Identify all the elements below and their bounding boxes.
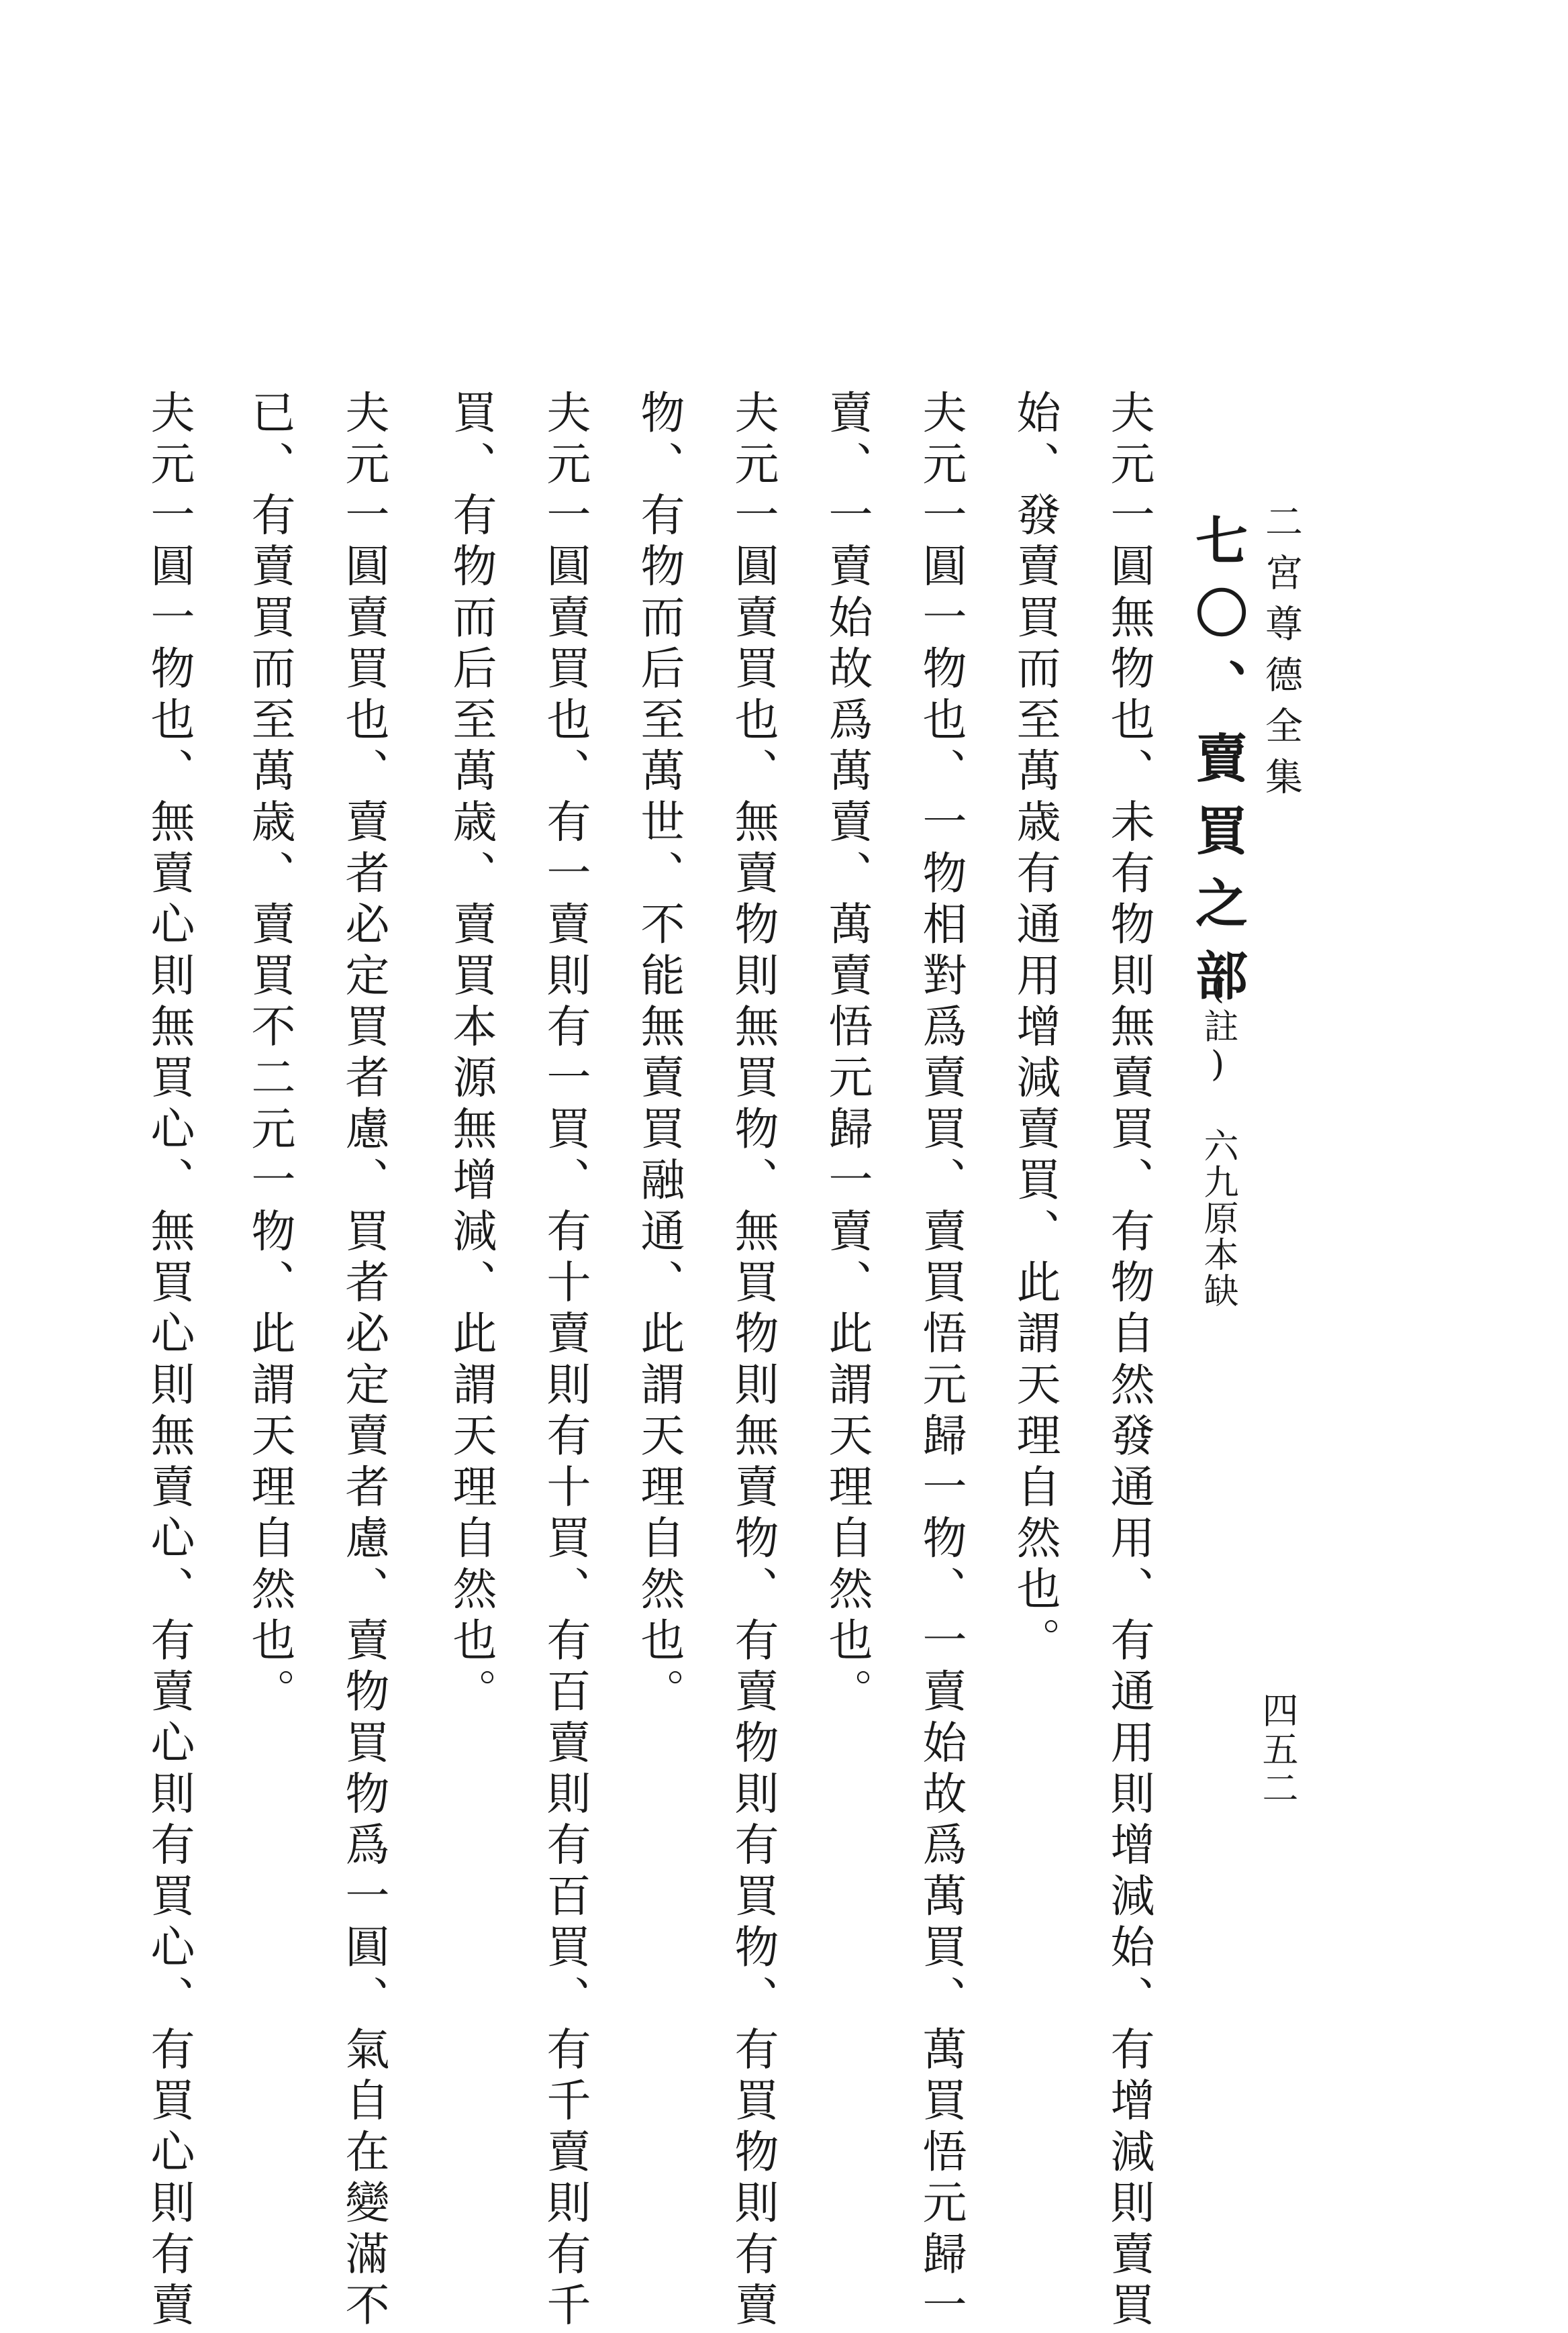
section-note: (註) 六九原本缺 [1197, 966, 1238, 1309]
text-column: 夫元一圓賣買也、無賣物則無買物、無買物則無賣物、有賣物則有買物、有買物則有賣 [727, 389, 779, 2333]
text-column: 夫元一圓一物也、無賣心則無買心、無買心則無賣心、有賣心則有買心、有買心則有賣 [143, 389, 195, 2333]
text-column: 始、發賣買而至萬歳有通用增減賣買、此謂天理自然也。 [1009, 389, 1061, 1668]
text-column: 物、有物而后至萬世、不能無賣買融通、此謂天理自然也。 [633, 389, 685, 1720]
text-column: 買、有物而后至萬歳、賣買本源無增減、此謂天理自然也。 [445, 389, 497, 1720]
text-column: 夫元一圓一物也、一物相對爲賣買、賣買悟元歸一物、一賣始故爲萬買、萬買悟元歸一 [915, 389, 967, 2333]
text-column: 夫元一圓賣買也、賣者必定買者慮、買者必定賣者慮、賣物買物爲一圓、氣自在變滿不 [338, 389, 389, 2333]
page-number: 四五二 [1257, 1691, 1299, 1808]
text-column: 夫元一圓賣買也、有一賣則有一買、有十賣則有十買、有百賣則有百買、有千賣則有千 [539, 389, 591, 2333]
text-column: 已、有賣買而至萬歳、賣買不二元一物、此謂天理自然也。 [244, 389, 295, 1720]
text-column: 賣、一賣始故爲萬賣、萬賣悟元歸一賣、此謂天理自然也。 [821, 389, 873, 1720]
text-column: 夫元一圓無物也、未有物則無賣買、有物自然發通用、有通用則增減始、有增減則賣買 [1103, 389, 1155, 2333]
book-title: 二宮尊德全集 [1259, 502, 1303, 808]
section-title: 七〇、賣買之部 [1187, 513, 1248, 1021]
